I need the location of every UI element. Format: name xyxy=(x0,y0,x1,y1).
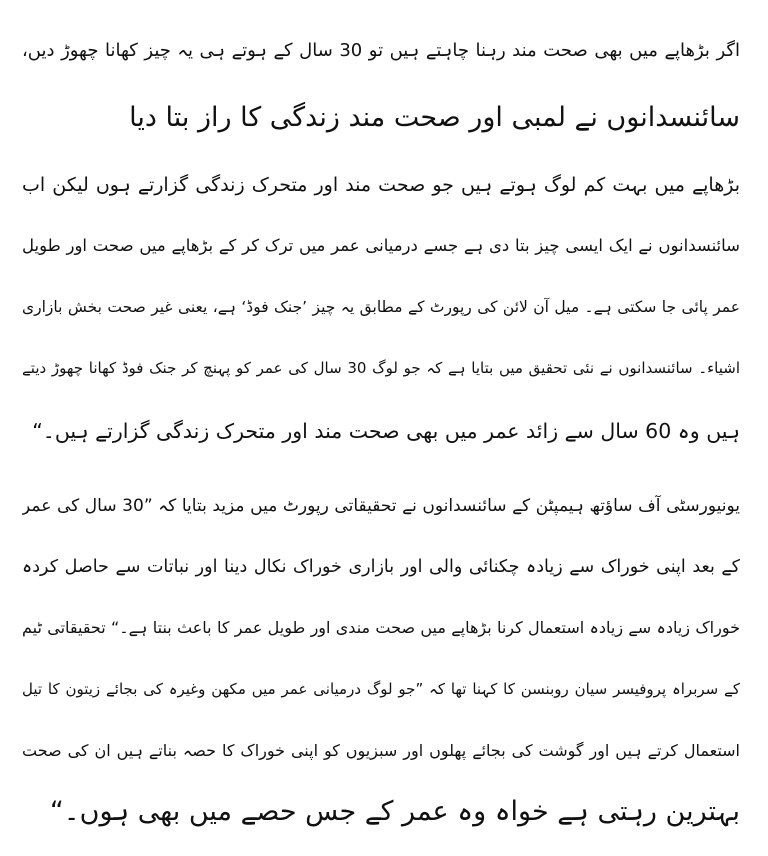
paragraph-line: عمر پائی جا سکتی ہے۔ میل آن لائن کی رپورٹ کے مطابق یہ چیز ’جنک فوڈ‘ ہے، یعنی غیر صحت بخش بازاری xyxy=(22,298,740,316)
paragraph-line: سائنسدانوں نے ایک ایسی چیز بتا دی ہے جسے درمیانی عمر میں ترک کر کے بڑھاپے میں صحت اور طویل xyxy=(22,236,740,255)
paragraph-line: یونیورسٹی آف ساؤتھ ہیمپٹن کے سائنسدانوں نے تحقیقاتی رپورٹ میں مزید بتایا کہ ”30 سال کی عمر xyxy=(22,496,740,516)
paragraph-line: بہترین رہتی ہے خواہ وہ عمر کے جس حصے میں بھی ہوں۔“ xyxy=(49,796,740,827)
headline-line: اگر بڑھاپے میں بھی صحت مند رہنا چاہتے ہیں تو 30 سال کے ہوتے ہی یہ چیز کھانا چھوڑ دیں، xyxy=(22,40,740,61)
article xyxy=(22,0,740,856)
paragraph-line: کے سربراہ پروفیسر سیان روبنسن کا کہنا تھا کہ ”جو لوگ درمیانی عمر میں مکھن وغیرہ کی بجائے زیتون کا تیل xyxy=(22,680,740,698)
paragraph-line: خوراک زیادہ سے زیادہ استعمال کرنا بڑھاپے میں صحت مندی اور طویل عمر کا باعث بنتا ہے۔“ تحقیقاتی ٹیم xyxy=(22,618,740,637)
paragraph-line: اشیاء۔ سائنسدانوں نے نئی تحقیق میں بتایا ہے کہ جو لوگ 30 سال کی عمر کو پہنچ کر جنک فوڈ کھانا چھوڑ دیتے xyxy=(22,359,740,377)
headline-line: سائنسدانوں نے لمبی اور صحت مند زندگی کا راز بتا دیا xyxy=(129,102,740,133)
paragraph-line: کے بعد اپنی خوراک سے زیادہ چکنائی والی اور بازاری خوراک نکال دینا اور نباتات سے حاصل کردہ xyxy=(22,557,740,577)
paragraph-line: ہیں وہ 60 سال سے زائد عمر میں بھی صحت مند اور متحرک زندگی گزارتے ہیں۔“ xyxy=(32,419,740,443)
paragraph-line: استعمال کرتے ہیں اور گوشت کی بجائے پھلوں اور سبزیوں کو اپنی خوراک کا حصہ بناتے ہیں ان کی صحت xyxy=(22,741,740,760)
paragraph-line: بڑھاپے میں بہت کم لوگ ہوتے ہیں جو صحت مند اور متحرک زندگی گزارتے ہوں لیکن اب xyxy=(22,174,740,196)
